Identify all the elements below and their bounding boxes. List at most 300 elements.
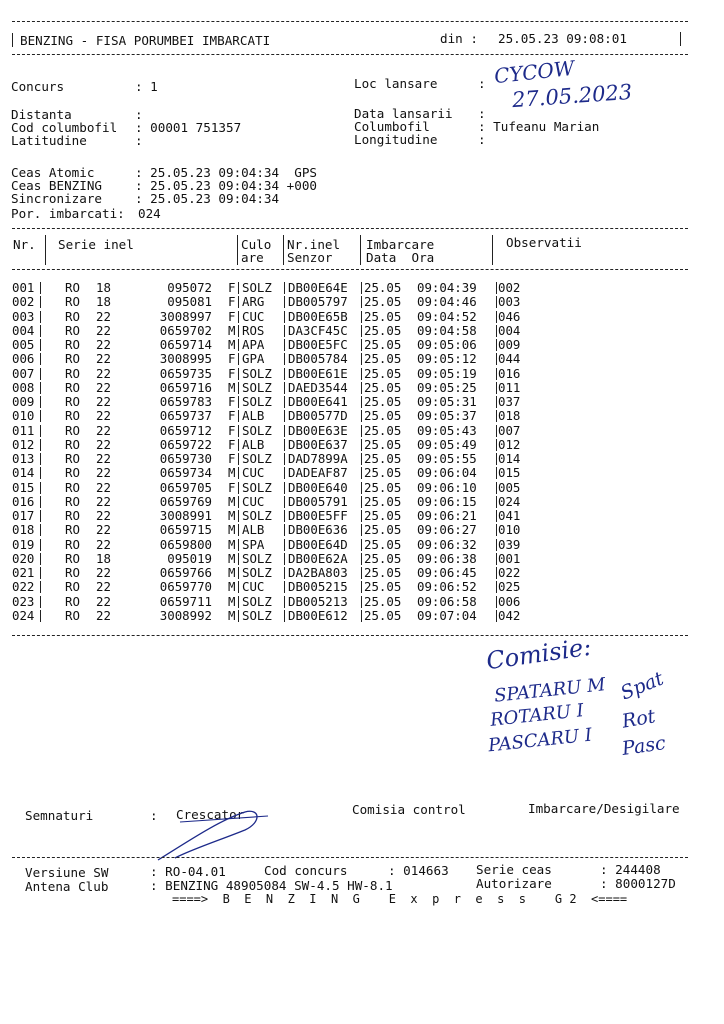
commission-signature-1: Spat xyxy=(617,667,667,705)
row-obs: 039 xyxy=(498,536,521,552)
row-ora: 09:04:46 xyxy=(417,294,477,310)
row-separator xyxy=(496,353,497,365)
row-separator xyxy=(238,581,239,593)
row-ora: 09:04:39 xyxy=(417,280,477,295)
row-separator xyxy=(238,425,239,437)
row-culoare: CUC xyxy=(242,579,265,595)
row-nr: 019 xyxy=(12,536,35,552)
row-separator xyxy=(284,596,285,608)
row-separator xyxy=(40,453,41,465)
row-separator xyxy=(40,467,41,479)
row-separator xyxy=(496,553,497,565)
header-date-value: 25.05.23 09:08:01 xyxy=(498,31,627,46)
row-culoare: GPA xyxy=(242,351,265,367)
longitudine-label: Longitudine xyxy=(354,132,438,147)
row-nr: 011 xyxy=(12,422,35,438)
row-sex: M xyxy=(228,522,236,538)
antena-label: Antena Club xyxy=(25,879,109,894)
row-an: 22 xyxy=(96,337,111,352)
ceas-benzing-label: Ceas BENZING xyxy=(11,178,102,193)
row-separator xyxy=(361,510,362,522)
row-separator xyxy=(238,339,239,351)
crescator-label: Crescator xyxy=(176,807,245,822)
row-data: 25.05 xyxy=(364,322,402,338)
row-separator xyxy=(284,339,285,351)
row-an: 22 xyxy=(96,451,111,466)
row-tara: RO xyxy=(65,465,80,481)
table-row xyxy=(0,524,724,536)
row-data: 25.05 xyxy=(364,607,402,623)
row-separator xyxy=(361,296,362,308)
row-separator xyxy=(40,282,41,294)
row-obs: 009 xyxy=(498,337,521,352)
row-nr: 015 xyxy=(12,479,35,495)
col-header-nrinel: Nr.inel xyxy=(287,237,341,252)
row-inel: 0659715 xyxy=(159,522,212,538)
row-separator xyxy=(40,410,41,422)
row-an: 22 xyxy=(96,422,111,438)
row-separator xyxy=(40,524,41,536)
serie-ceas-label: Serie ceas xyxy=(476,862,552,877)
row-separator xyxy=(496,510,497,522)
row-obs: 010 xyxy=(498,522,521,538)
table-row xyxy=(0,567,724,579)
row-ora: 09:05:25 xyxy=(417,379,477,395)
row-tara: RO xyxy=(65,522,80,538)
row-nr: 013 xyxy=(12,451,35,466)
row-ora: 09:06:15 xyxy=(417,493,477,509)
row-inel: 0659769 xyxy=(159,493,212,509)
cod-columbofil-value: 00001 751357 xyxy=(150,120,242,135)
row-separator xyxy=(496,539,497,551)
row-separator xyxy=(496,368,497,380)
columbofil-value: Tufeanu Marian xyxy=(493,119,600,134)
row-separator xyxy=(361,396,362,408)
row-nr: 005 xyxy=(12,337,35,352)
concurs-label: Concurs xyxy=(11,79,65,94)
commission-title: Comisie: xyxy=(484,632,593,676)
row-nr: 018 xyxy=(12,522,35,538)
row-data: 25.05 xyxy=(364,294,402,310)
row-an: 18 xyxy=(96,550,111,566)
row-ora: 09:05:37 xyxy=(417,408,477,424)
row-senzor: DB00E636 xyxy=(288,522,348,538)
row-inel: 095081 xyxy=(167,294,212,310)
row-separator xyxy=(361,439,362,451)
row-separator xyxy=(496,496,497,508)
row-an: 22 xyxy=(96,351,111,367)
page-title: BENZING - FISA PORUMBEI IMBARCATI xyxy=(20,33,271,48)
row-separator xyxy=(361,553,362,565)
row-separator xyxy=(40,553,41,565)
header-left-border xyxy=(12,33,13,47)
table-row xyxy=(0,536,724,552)
versiune-label: Versiune SW xyxy=(25,865,109,880)
row-sex: M xyxy=(228,565,236,580)
col-header-senzor: Senzor xyxy=(287,250,333,265)
row-an: 22 xyxy=(96,436,111,452)
row-tara: RO xyxy=(65,280,80,295)
table-row xyxy=(0,396,724,408)
commission-member-2: ROTARU I xyxy=(489,700,585,731)
row-data: 25.05 xyxy=(364,465,402,481)
row-separator xyxy=(238,553,239,565)
row-culoare: SOLZ xyxy=(242,280,272,295)
header-right-border xyxy=(680,32,681,46)
row-data: 25.05 xyxy=(364,479,402,495)
row-separator xyxy=(361,581,362,593)
row-nr: 008 xyxy=(12,379,35,395)
row-nr: 020 xyxy=(12,550,35,566)
row-an: 22 xyxy=(96,508,111,523)
table-row xyxy=(0,581,724,593)
col-sep xyxy=(360,235,361,265)
row-senzor: DB00E63E xyxy=(288,422,348,438)
row-ora: 09:07:04 xyxy=(417,607,477,623)
row-inel: 0659716 xyxy=(159,379,212,395)
row-sex: M xyxy=(228,607,236,623)
row-an: 22 xyxy=(96,308,111,324)
row-data: 25.05 xyxy=(364,536,402,552)
columbofil-label: Columbofil xyxy=(354,119,430,134)
row-sex: M xyxy=(228,508,236,523)
row-separator xyxy=(284,325,285,337)
row-ora: 09:06:32 xyxy=(417,536,477,552)
table-row xyxy=(0,607,724,623)
row-senzor: DB00E641 xyxy=(288,394,348,409)
row-data: 25.05 xyxy=(364,508,402,523)
table-row xyxy=(0,467,724,479)
col-sep xyxy=(45,235,46,265)
row-tara: RO xyxy=(65,550,80,566)
row-senzor: DB00E65B xyxy=(288,308,348,324)
row-separator xyxy=(40,353,41,365)
row-data: 25.05 xyxy=(364,565,402,580)
row-ora: 09:06:27 xyxy=(417,522,477,538)
row-an: 22 xyxy=(96,522,111,538)
col-header-culoare: Culo xyxy=(241,237,272,252)
row-sex: M xyxy=(228,493,236,509)
cod-columbofil-label: Cod columbofil xyxy=(11,120,118,135)
row-culoare: ARG xyxy=(242,294,265,310)
row-culoare: ALB xyxy=(242,522,265,538)
row-separator xyxy=(238,325,239,337)
row-sex: F xyxy=(228,436,236,452)
row-separator xyxy=(284,296,285,308)
row-an: 22 xyxy=(96,579,111,595)
row-separator xyxy=(361,353,362,365)
row-an: 22 xyxy=(96,593,111,609)
table-row xyxy=(0,365,724,381)
row-separator xyxy=(496,524,497,536)
col-header-data-ora: Data Ora xyxy=(366,250,435,265)
row-obs: 016 xyxy=(498,365,521,381)
row-separator xyxy=(238,524,239,536)
semnaturi-label: Semnaturi xyxy=(25,808,94,823)
row-data: 25.05 xyxy=(364,351,402,367)
table-row xyxy=(0,453,724,465)
autorizare-value: 8000127D xyxy=(615,876,676,891)
row-tara: RO xyxy=(65,579,80,595)
row-senzor: DB00E64D xyxy=(288,536,348,552)
row-sex: F xyxy=(228,351,236,367)
table-row xyxy=(0,322,724,338)
row-an: 22 xyxy=(96,465,111,481)
row-obs: 025 xyxy=(498,579,521,595)
table-header-rule xyxy=(12,269,688,270)
loc-lansare-handwritten: CYCOW xyxy=(492,55,576,89)
row-separator xyxy=(238,396,239,408)
serie-ceas-value: 244408 xyxy=(615,862,661,877)
row-obs: 006 xyxy=(498,593,521,609)
row-an: 22 xyxy=(96,408,111,424)
row-separator xyxy=(284,524,285,536)
row-sex: M xyxy=(228,550,236,566)
row-tara: RO xyxy=(65,593,80,609)
row-sex: M xyxy=(228,579,236,595)
row-culoare: SOLZ xyxy=(242,607,272,623)
antena-value: BENZING 48905084 SW-4.5 HW-8.1 xyxy=(165,878,393,893)
sincronizare-value: 25.05.23 09:04:34 xyxy=(150,191,280,206)
row-ora: 09:06:58 xyxy=(417,593,477,609)
row-separator xyxy=(40,539,41,551)
row-data: 25.05 xyxy=(364,550,402,566)
row-obs: 012 xyxy=(498,436,521,452)
row-nr: 006 xyxy=(12,351,35,367)
brand-line: ====> B E N Z I N G E x p r e s s G 2 <==== xyxy=(172,892,628,906)
row-separator xyxy=(496,282,497,294)
table-row xyxy=(0,339,724,351)
row-data: 25.05 xyxy=(364,337,402,352)
row-separator xyxy=(361,482,362,494)
row-an: 22 xyxy=(96,565,111,580)
row-an: 22 xyxy=(96,379,111,395)
row-separator xyxy=(361,382,362,394)
row-obs: 007 xyxy=(498,422,521,438)
row-data: 25.05 xyxy=(364,408,402,424)
row-senzor: DB00E5FC xyxy=(288,337,348,352)
commission-signature-3: Pasc xyxy=(620,732,667,760)
row-separator xyxy=(40,339,41,351)
row-separator xyxy=(238,539,239,551)
commission-signature-2: Rot xyxy=(620,705,658,733)
row-culoare: SOLZ xyxy=(242,365,272,381)
row-culoare: SOLZ xyxy=(242,550,272,566)
table-row xyxy=(0,308,724,324)
row-separator xyxy=(40,325,41,337)
row-tara: RO xyxy=(65,308,80,324)
row-obs: 001 xyxy=(498,550,521,566)
row-sex: F xyxy=(228,408,236,424)
row-obs: 044 xyxy=(498,351,521,367)
row-senzor: DB00E637 xyxy=(288,436,348,452)
row-an: 22 xyxy=(96,536,111,552)
row-tara: RO xyxy=(65,451,80,466)
row-culoare: ALB xyxy=(242,408,265,424)
imbarcare-desigilare-label: Imbarcare/Desigilare xyxy=(528,801,680,816)
porumbei-imbarcati-value: 024 xyxy=(138,206,161,221)
row-inel: 0659783 xyxy=(159,394,212,409)
row-an: 22 xyxy=(96,493,111,509)
row-senzor: DB00E612 xyxy=(288,607,348,623)
table-row xyxy=(0,550,724,566)
row-separator xyxy=(496,581,497,593)
row-senzor: DB005215 xyxy=(288,579,348,595)
row-ora: 09:06:04 xyxy=(417,465,477,481)
row-obs: 037 xyxy=(498,394,521,409)
row-separator xyxy=(40,425,41,437)
row-obs: 005 xyxy=(498,479,521,495)
row-data: 25.05 xyxy=(364,522,402,538)
row-separator xyxy=(238,467,239,479)
row-senzor: DAD7899A xyxy=(288,451,348,466)
row-separator xyxy=(238,567,239,579)
row-inel: 095019 xyxy=(167,550,212,566)
row-culoare: SOLZ xyxy=(242,565,272,580)
row-ora: 09:05:19 xyxy=(417,365,477,381)
row-senzor: DB005791 xyxy=(288,493,348,509)
ceas-atomic-value: 25.05.23 09:04:34 GPS xyxy=(150,165,317,180)
row-obs: 042 xyxy=(498,607,521,623)
row-separator xyxy=(284,553,285,565)
row-culoare: SPA xyxy=(242,536,265,552)
row-separator xyxy=(361,610,362,622)
commission-member-1: SPATARU M xyxy=(493,674,607,707)
row-separator xyxy=(40,496,41,508)
row-separator xyxy=(284,353,285,365)
row-senzor: DB00E64E xyxy=(288,280,348,295)
row-separator xyxy=(284,453,285,465)
row-culoare: CUC xyxy=(242,493,265,509)
row-separator xyxy=(40,482,41,494)
row-ora: 09:06:38 xyxy=(417,550,477,566)
distanta-label: Distanta xyxy=(11,107,72,122)
row-nr: 016 xyxy=(12,493,35,509)
header-date-label: din : xyxy=(440,31,478,46)
row-obs: 046 xyxy=(498,308,521,324)
row-ora: 09:05:06 xyxy=(417,337,477,352)
row-data: 25.05 xyxy=(364,308,402,324)
row-senzor: DB00E61E xyxy=(288,365,348,381)
row-separator xyxy=(361,282,362,294)
row-separator xyxy=(361,339,362,351)
row-inel: 0659722 xyxy=(159,436,212,452)
row-tara: RO xyxy=(65,365,80,381)
row-sex: M xyxy=(228,593,236,609)
row-separator xyxy=(238,453,239,465)
row-ora: 09:05:49 xyxy=(417,436,477,452)
table-row xyxy=(0,422,724,438)
row-ora: 09:05:31 xyxy=(417,394,477,409)
row-nr: 012 xyxy=(12,436,35,452)
row-data: 25.05 xyxy=(364,579,402,595)
row-culoare: CUC xyxy=(242,308,265,324)
row-culoare: CUC xyxy=(242,465,265,481)
row-separator xyxy=(284,410,285,422)
row-inel: 3008995 xyxy=(159,351,212,367)
row-inel: 0659770 xyxy=(159,579,212,595)
row-separator xyxy=(496,596,497,608)
row-obs: 003 xyxy=(498,294,521,310)
row-culoare: SOLZ xyxy=(242,508,272,523)
row-obs: 024 xyxy=(498,493,521,509)
row-sex: F xyxy=(228,308,236,324)
row-nr: 007 xyxy=(12,365,35,381)
row-inel: 0659800 xyxy=(159,536,212,552)
row-separator xyxy=(238,296,239,308)
row-senzor: DB00E5FF xyxy=(288,508,348,523)
latitudine-label: Latitudine xyxy=(11,133,87,148)
crescator-signature xyxy=(150,800,280,864)
row-separator xyxy=(284,510,285,522)
row-separator xyxy=(40,596,41,608)
row-separator xyxy=(496,610,497,622)
row-culoare: SOLZ xyxy=(242,379,272,395)
row-an: 22 xyxy=(96,394,111,409)
row-separator xyxy=(496,467,497,479)
row-obs: 002 xyxy=(498,280,521,295)
row-senzor: DAED3544 xyxy=(288,379,348,395)
row-tara: RO xyxy=(65,322,80,338)
row-nr: 023 xyxy=(12,593,35,609)
row-separator xyxy=(40,296,41,308)
ceas-atomic-label: Ceas Atomic xyxy=(11,165,95,180)
footer-rule xyxy=(12,857,688,858)
col-sep xyxy=(237,235,238,265)
row-tara: RO xyxy=(65,337,80,352)
porumbei-imbarcati-label: Por. imbarcati: xyxy=(11,206,125,221)
row-separator xyxy=(238,353,239,365)
col-sep xyxy=(492,235,493,265)
cod-concurs-label: Cod concurs xyxy=(264,863,348,878)
row-culoare: SOLZ xyxy=(242,422,272,438)
row-tara: RO xyxy=(65,379,80,395)
table-top-rule xyxy=(12,228,688,229)
row-nr: 009 xyxy=(12,394,35,409)
row-separator xyxy=(40,581,41,593)
row-separator xyxy=(361,524,362,536)
row-data: 25.05 xyxy=(364,280,402,295)
commission-member-3: PASCARU I xyxy=(487,724,593,757)
row-separator xyxy=(496,325,497,337)
row-sex: F xyxy=(228,394,236,409)
row-separator xyxy=(40,368,41,380)
row-senzor: DB005213 xyxy=(288,593,348,609)
row-separator xyxy=(238,439,239,451)
row-separator xyxy=(361,539,362,551)
row-separator xyxy=(496,396,497,408)
row-inel: 3008991 xyxy=(159,508,212,523)
row-sex: F xyxy=(228,422,236,438)
row-separator xyxy=(238,410,239,422)
row-nr: 002 xyxy=(12,294,35,310)
data-lansarii-handwritten: 27.05.2023 xyxy=(511,79,633,113)
table-row xyxy=(0,593,724,609)
row-tara: RO xyxy=(65,493,80,509)
row-data: 25.05 xyxy=(364,422,402,438)
row-senzor: DB00E640 xyxy=(288,479,348,495)
row-tara: RO xyxy=(65,294,80,310)
row-culoare: ALB xyxy=(242,436,265,452)
ceas-benzing-value: 25.05.23 09:04:34 +000 xyxy=(150,178,317,193)
row-inel: 0659702 xyxy=(159,322,212,338)
row-culoare: SOLZ xyxy=(242,479,272,495)
row-separator xyxy=(361,567,362,579)
table-row xyxy=(0,353,724,365)
row-nr: 001 xyxy=(12,280,35,295)
table-row xyxy=(0,436,724,452)
row-separator xyxy=(361,325,362,337)
